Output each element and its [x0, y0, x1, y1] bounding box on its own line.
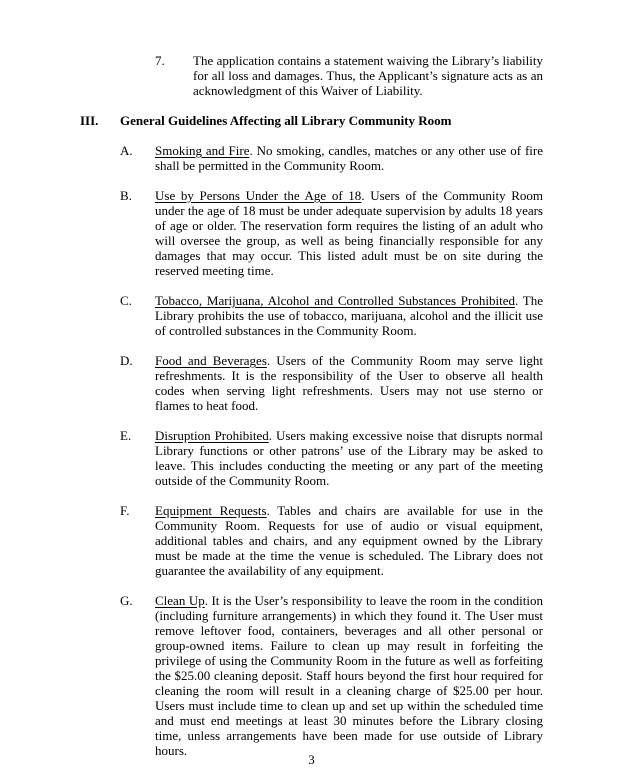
item-heading-underlined: Use by Persons Under the Age of 18 — [155, 188, 362, 203]
item-letter: C. — [120, 293, 132, 308]
guideline-item-a — [120, 143, 543, 173]
item-body-text: . No smoking, candles, matches or any other use of fire shall be permitted in the Community Room. — [155, 143, 543, 173]
item-text: The application contains a statement waiving the Library’s liability for all loss and damages. Thus, the Applicant’s signature acts as an acknowledgment of this Waiver of Liability. — [193, 53, 543, 98]
section-heading — [80, 113, 543, 128]
item-paragraph — [155, 188, 543, 278]
item-heading-underlined: Disruption Prohibited — [155, 428, 269, 443]
item-letter: B. — [120, 188, 132, 203]
section-title: General Guidelines Affecting all Library Community Room — [120, 113, 452, 128]
guideline-item-g — [120, 593, 543, 758]
guideline-item-e — [120, 428, 543, 488]
item-heading-underlined: Clean Up — [155, 593, 205, 608]
item-number: 7. — [155, 53, 165, 68]
guideline-item-f — [120, 503, 543, 578]
item-letter: D. — [120, 353, 133, 368]
guideline-item-b — [120, 188, 543, 278]
item-body-text: . Users making excessive noise that disrupts normal Library functions or other patrons’ use of the Library may be asked to leave. This includes conducting the meeting or any part of the meeting outside of the Community Room. — [155, 428, 543, 488]
item-letter: G. — [120, 593, 133, 608]
guideline-item-c — [120, 293, 543, 338]
page-number: 3 — [308, 752, 315, 767]
item-body-text: . Users of the Community Room may serve light refreshments. It is the responsibility of the User to observe all health codes when serving light refreshments. Users may not use sterno or flames to heat food. — [155, 353, 543, 413]
item-paragraph — [155, 593, 543, 758]
guideline-item-d — [120, 353, 543, 413]
item-paragraph — [155, 293, 543, 338]
item-heading-underlined: Equipment Requests — [155, 503, 267, 518]
item-paragraph — [155, 428, 543, 488]
item-letter: E. — [120, 428, 132, 443]
item-body-text: . The Library prohibits the use of tobacco, marijuana, alcohol and the illicit use of controlled substances in the Community Room. — [155, 293, 543, 338]
item-letter: A. — [120, 143, 133, 158]
item-paragraph — [155, 353, 543, 413]
numbered-item-7 — [155, 53, 543, 98]
item-heading-underlined: Tobacco, Marijuana, Alcohol and Controlled Substances Prohibited — [155, 293, 515, 308]
item-paragraph — [155, 143, 543, 173]
item-heading-underlined: Food and Beverages — [155, 353, 267, 368]
section-number: III. — [80, 113, 99, 128]
item-letter: F. — [120, 503, 130, 518]
item-heading-underlined: Smoking and Fire — [155, 143, 250, 158]
item-body-text: . Users of the Community Room under the age of 18 must be under adequate supervision by adults 18 years of age or older. The reservation form requires the listing of an adult who will oversee the group, as well as being financially responsible for any damages that may occur. This listed adult must be on site during the reserved meeting time. — [155, 188, 543, 278]
item-paragraph — [155, 503, 543, 578]
item-body-text: . It is the User’s responsibility to leave the room in the condition (including furniture arrangements) in which they found it. The User must remove leftover food, containers, beverages and all other personal or group-owned items. Failure to clean up may result in forfeiting the privilege of using the Community Room in the future as well as forfeiting the $25.00 cleaning deposit. Staff hours beyond the first hour required for cleaning the room will result in a cleaning charge of $25.00 per hour. Users must include time to clean up and set up within the scheduled time and must end meetings at least 30 minutes before the Library closing time, unless arrangements have been made for use outside of Library hours. — [155, 593, 543, 758]
item-body-text: . Tables and chairs are available for use in the Community Room. Requests for use of audio or visual equipment, additional tables and chairs, and any equipment owned by the Library must be made at the time the venue is scheduled. The Library does not guarantee the availability of any equipment. — [155, 503, 543, 578]
